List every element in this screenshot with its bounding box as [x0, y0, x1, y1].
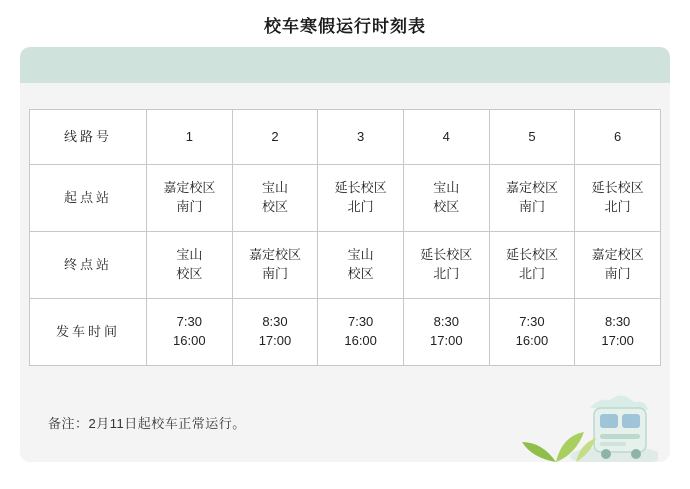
cell-start-4: 宝山 校区 [403, 165, 489, 232]
cell-start-3: 延长校区 北门 [318, 165, 404, 232]
cell-line-1: 1 [147, 110, 233, 165]
cell-end-2: 嘉定校区 南门 [232, 232, 318, 299]
cell-time-1: 7:30 16:00 [147, 299, 233, 366]
table-row [30, 110, 661, 165]
row-header-departure-time: 发车时间 [30, 299, 147, 366]
schedule-card [20, 47, 670, 462]
cell-time-4: 8:30 17:00 [403, 299, 489, 366]
cell-time-3: 7:30 16:00 [318, 299, 404, 366]
cell-start-1: 嘉定校区 南门 [147, 165, 233, 232]
cell-line-2: 2 [232, 110, 318, 165]
table-row [30, 299, 661, 366]
cell-end-6: 嘉定校区 南门 [575, 232, 661, 299]
row-header-end-station: 终点站 [30, 232, 147, 299]
cell-line-4: 4 [403, 110, 489, 165]
cell-end-3: 宝山 校区 [318, 232, 404, 299]
card-top-bar [20, 47, 670, 83]
cell-end-1: 宝山 校区 [147, 232, 233, 299]
row-header-line-number: 线路号 [30, 110, 147, 165]
cell-end-5: 延长校区 北门 [489, 232, 575, 299]
row-header-start-station: 起点站 [30, 165, 147, 232]
cell-start-5: 嘉定校区 南门 [489, 165, 575, 232]
cell-line-5: 5 [489, 110, 575, 165]
cell-line-6: 6 [575, 110, 661, 165]
page-title: 校车寒假运行时刻表 [264, 17, 426, 36]
cell-time-5: 7:30 16:00 [489, 299, 575, 366]
bus-illustration-icon [498, 372, 658, 462]
cell-line-3: 3 [318, 110, 404, 165]
cell-time-2: 8:30 17:00 [232, 299, 318, 366]
table-row [30, 165, 661, 232]
schedule-table [29, 109, 661, 366]
cell-start-6: 延长校区 北门 [575, 165, 661, 232]
table-row [30, 232, 661, 299]
cell-start-2: 宝山 校区 [232, 165, 318, 232]
cell-end-4: 延长校区 北门 [403, 232, 489, 299]
schedule-table-wrapper [20, 109, 670, 366]
schedule-note: 备注：2月11日起校车正常运行。 [48, 416, 246, 431]
cell-time-6: 8:30 17:00 [575, 299, 661, 366]
